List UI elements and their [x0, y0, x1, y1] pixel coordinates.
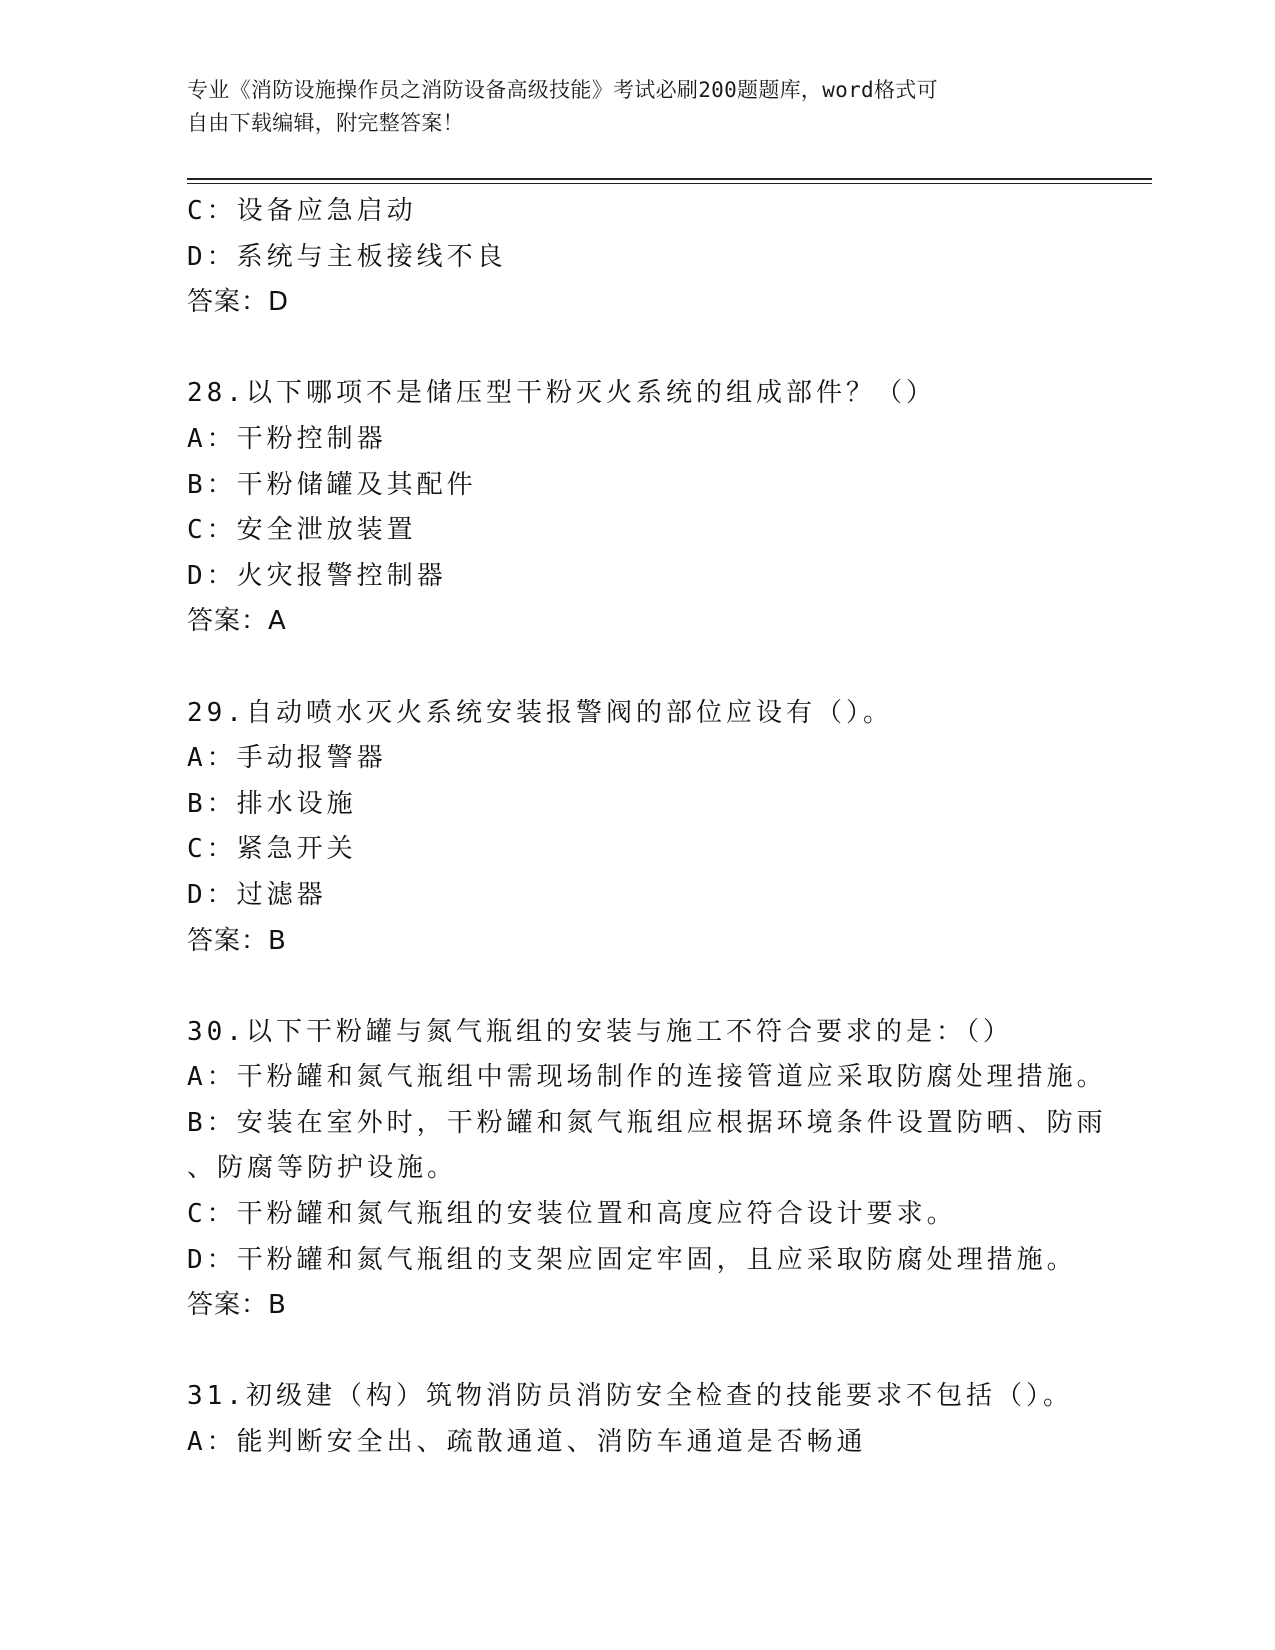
option-b-line-1: B：安装在室外时，干粉罐和氮气瓶组应根据环境条件设置防晒、防雨: [187, 1107, 1107, 1138]
option-d: D：干粉罐和氮气瓶组的支架应固定牢固，且应采取防腐处理措施。: [187, 1244, 1077, 1275]
option-a: A：能判断安全出、疏散通道、消防车通道是否畅通: [187, 1427, 867, 1458]
option-a: A：干粉罐和氮气瓶组中需现场制作的连接管道应采取防腐处理措施。: [187, 1062, 1107, 1093]
answer-line: 答案：D: [187, 287, 290, 318]
question-stem: 29.自动喷水灭火系统安装报警阀的部位应设有（）。: [187, 697, 893, 728]
header-line-2: 自由下载编辑，附完整答案！: [187, 111, 464, 135]
option-d: D：系统与主板接线不良: [187, 241, 507, 272]
option-c: C：紧急开关: [187, 834, 357, 865]
question-28: [187, 371, 1187, 645]
option-b-line-2: 、防腐等防护设施。: [187, 1153, 458, 1184]
document-header: [187, 74, 1087, 140]
option-a: A：手动报警器: [187, 743, 387, 774]
question-31: [187, 1374, 1187, 1465]
question-stem: 30.以下干粉罐与氮气瓶组的安装与施工不符合要求的是：（）: [187, 1016, 1013, 1047]
question-29: [187, 691, 1187, 965]
question-stem: 31.初级建（构）筑物消防员消防安全检查的技能要求不包括（）。: [187, 1381, 1073, 1412]
option-c: C：安全泄放装置: [187, 515, 417, 546]
question-27-tail: [187, 189, 1187, 326]
header-divider-thick: [187, 178, 1152, 180]
option-d: D：火灾报警控制器: [187, 560, 447, 591]
question-list: [187, 189, 1187, 1466]
answer-line: 答案：B: [187, 925, 287, 956]
question-30: [187, 1010, 1187, 1329]
header-line-1: 专业《消防设施操作员之消防设备高级技能》考试必刷200题题库，word格式可: [187, 78, 938, 102]
answer-line: 答案：A: [187, 606, 287, 637]
option-c: C：干粉罐和氮气瓶组的安装位置和高度应符合设计要求。: [187, 1199, 957, 1230]
option-b: B：排水设施: [187, 788, 357, 819]
option-b: B：干粉储罐及其配件: [187, 469, 477, 500]
option-d: D：过滤器: [187, 879, 327, 910]
answer-line: 答案：B: [187, 1290, 287, 1321]
header-divider-thin: [187, 183, 1152, 184]
question-stem: 28.以下哪项不是储压型干粉灭火系统的组成部件？（）: [187, 378, 936, 409]
option-c: C：设备应急启动: [187, 196, 417, 226]
option-a: A：干粉控制器: [187, 423, 387, 454]
